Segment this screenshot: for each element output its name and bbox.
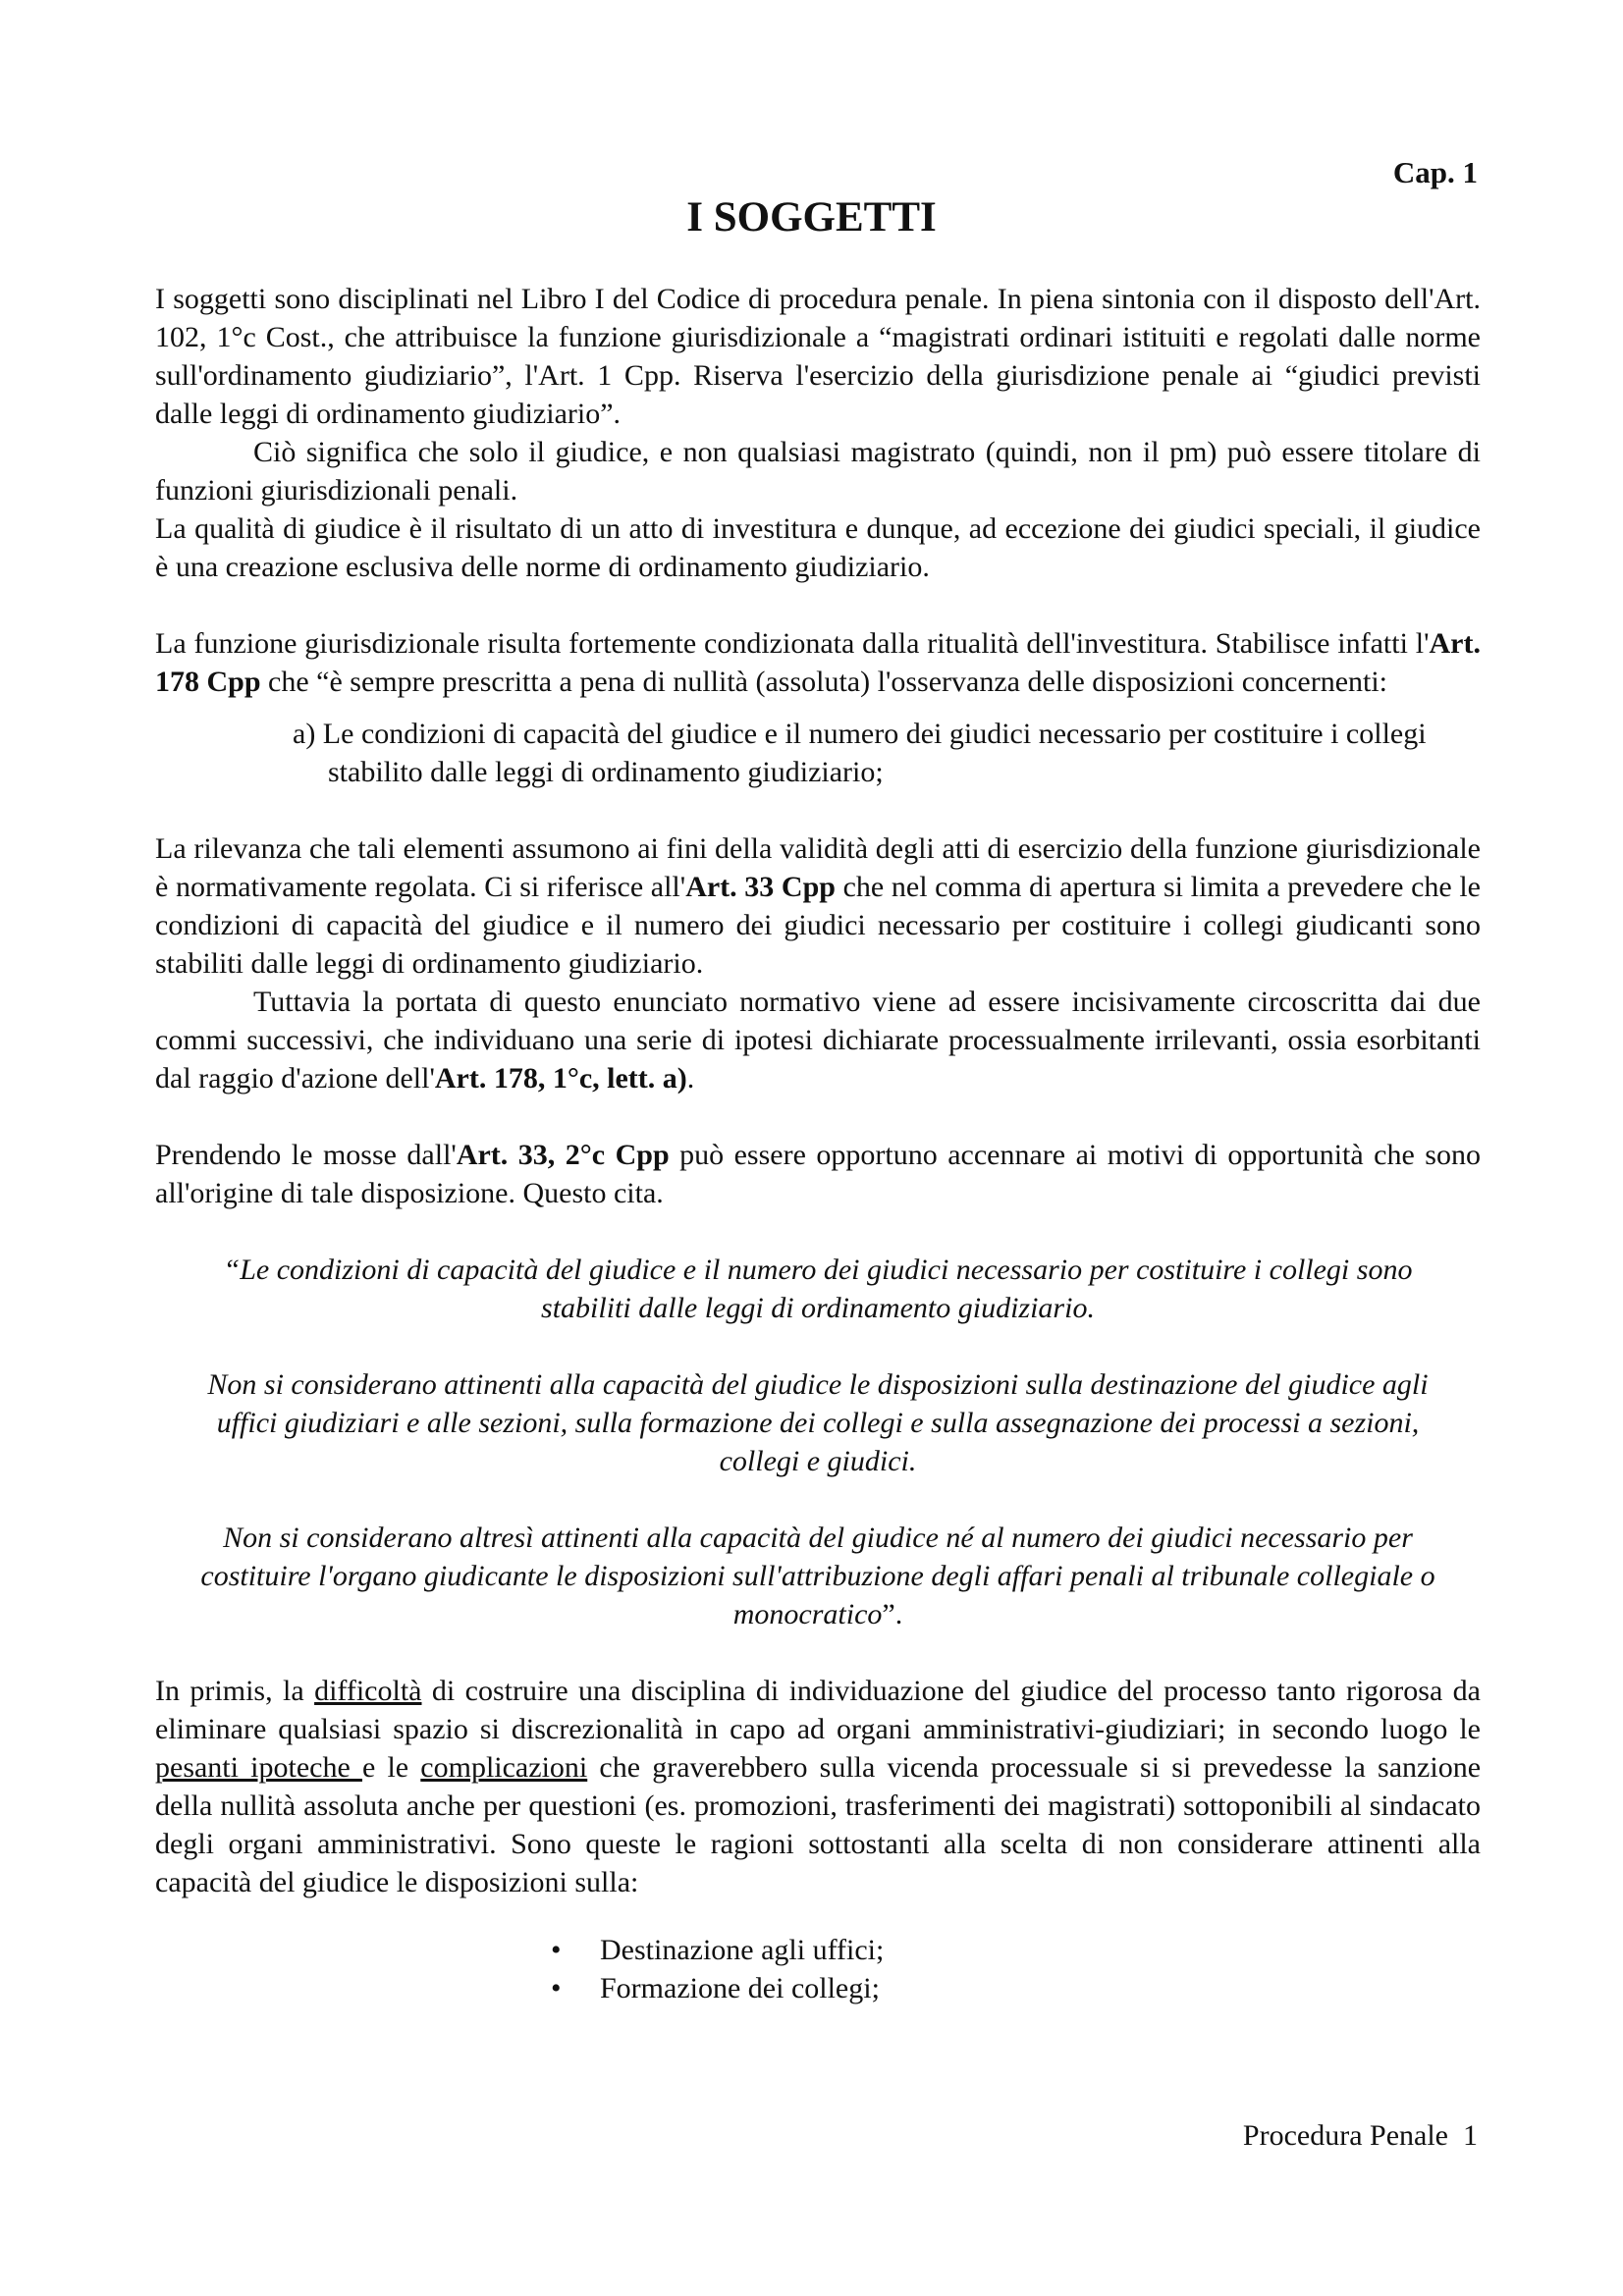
quote-paragraph: “Le condizioni di capacità del giudice e il numero dei giudici necessario per costituire i collegi sono stabiliti dalle leggi di ordinamento giudiziario. — [223, 1254, 1413, 1324]
page-title: I SOGGETTI — [686, 194, 937, 240]
chapter-label: Cap. 1 — [1392, 155, 1478, 189]
article-reference: Art. 178 Cpp — [155, 627, 1481, 698]
article-reference: Art. 33 Cpp — [685, 871, 836, 903]
underlined-term: complicazioni — [420, 1751, 588, 1784]
document-body — [155, 280, 1481, 2007]
text-run: . — [686, 1062, 695, 1095]
text-run: può essere opportuno accennare ai motivi di opportunità che sono all'origine di tale disposizione. Questo cita. — [155, 1139, 1481, 1209]
paragraph: Ciò significa che solo il giudice, e non qualsiasi magistrato (quindi, non il pm) può essere titolare di funzioni giurisdizionali penali. — [155, 436, 1481, 507]
paragraph: La qualità di giudice è il risultato di un atto di investitura e dunque, ad eccezione dei giudici speciali, il giudice è una creazione esclusiva delle norme di ordinamento giudiziario. — [155, 512, 1481, 583]
text-run: di costruire una disciplina di individuazione del giudice del processo tanto rigorosa da eliminare qualsiasi spazio si discrezionalità in capo ad organi amministrativi-giudiziari; in secondo luogo le — [155, 1675, 1481, 1745]
text-run: ”. — [882, 1598, 903, 1630]
bullet-list — [551, 1931, 1481, 2007]
quote-paragraph: Non si considerano attinenti alla capacità del giudice le disposizioni sulla destinazione del giudice agli uffici giudiziari e alle sezioni, sulla formazione dei collegi e sulla assegnazione dei processi a sezioni, collegi e giudici. — [207, 1368, 1429, 1477]
underlined-term: difficoltà — [314, 1675, 422, 1707]
text-run: La rilevanza che tali elementi assumono ai fini della validità degli atti di esercizio della funzione giurisdizionale è normativamente regolata. Ci si riferisce all' — [155, 832, 1481, 903]
text-run: che graverebbero sulla vicenda processuale si si prevedesse la sanzione della nullità assoluta anche per questioni (es. promozioni, trasferimenti dei magistrati) sottoponibili al sindacato degli organi amministrativi. Sono queste le ragioni sottostanti alla scelta di non considerare attinenti alla capacità del giudice le disposizioni sulla: — [155, 1751, 1482, 1898]
page-footer — [1243, 2116, 1478, 2155]
footer-label: Procedura Penale — [1242, 2119, 1448, 2152]
paragraph — [155, 624, 1481, 701]
text-run: Non si considerano altresì attinenti alla capacità del giudice né al numero dei giudici necessario per costituire l'organo giudicante le disposizioni sull'attribuzione degli affari penali al tribunale collegiale o monocratico — [200, 1522, 1435, 1630]
article-reference: Art. 178, 1°c, lett. a) — [434, 1062, 687, 1095]
quote-paragraph — [155, 1519, 1481, 1633]
page-number: 1 — [1463, 2119, 1478, 2152]
paragraph — [155, 829, 1481, 983]
text-run: Tuttavia la portata di questo enunciato normativo viene ad essere incisivamente circoscritta dai due commi successivi, che individuano una serie di ipotesi dichiarate processualmente irrilevanti, ossia esorbitanti dal raggio d'azione dell' — [155, 986, 1481, 1095]
bullet-item: • Destinazione agli uffici; — [551, 1931, 1481, 1969]
text-run: e le — [361, 1751, 421, 1784]
text-run: In primis, la — [155, 1675, 315, 1707]
text-run: La funzione giurisdizionale risulta fortemente condizionata dalla ritualità dell'investitura. Stabilisce infatti l' — [155, 627, 1430, 660]
paragraph — [155, 1136, 1481, 1212]
text-run: Prendendo le mosse dall' — [155, 1139, 457, 1171]
list-item: a) Le condizioni di capacità del giudice e il numero dei giudici necessario per costituire i collegi stabilito dalle leggi di ordinamento giudiziario; — [293, 718, 1427, 788]
paragraph — [155, 1672, 1481, 1901]
text-run: che “è sempre prescritta a pena di nullità (assoluta) l'osservanza delle disposizioni concernenti: — [260, 666, 1388, 698]
text-run: che nel comma di apertura si limita a prevedere che le condizioni di capacità del giudice e il numero dei giudici necessario per costituire i collegi giudicanti sono stabiliti dalle leggi di ordinamento giudiziario. — [155, 871, 1481, 980]
paragraph: I soggetti sono disciplinati nel Libro I del Codice di procedura penale. In piena sintonia con il disposto dell'Art. 102, 1°c Cost., che attribuisce la funzione giurisdizionale a “magistrati ordinari istituiti e regolati dalle norme sull'ordinamento giudiziario”, l'Art. 1 Cpp. Riserva l'esercizio della giurisdizione penale ai “giudici previsti dalle leggi di ordinamento giudiziario”. — [155, 283, 1481, 430]
underlined-term: pesanti ipoteche — [155, 1751, 362, 1784]
article-reference: Art. 33, 2°c Cpp — [456, 1139, 670, 1171]
paragraph — [155, 983, 1481, 1097]
bullet-item: • Formazione dei collegi; — [551, 1969, 1481, 2007]
